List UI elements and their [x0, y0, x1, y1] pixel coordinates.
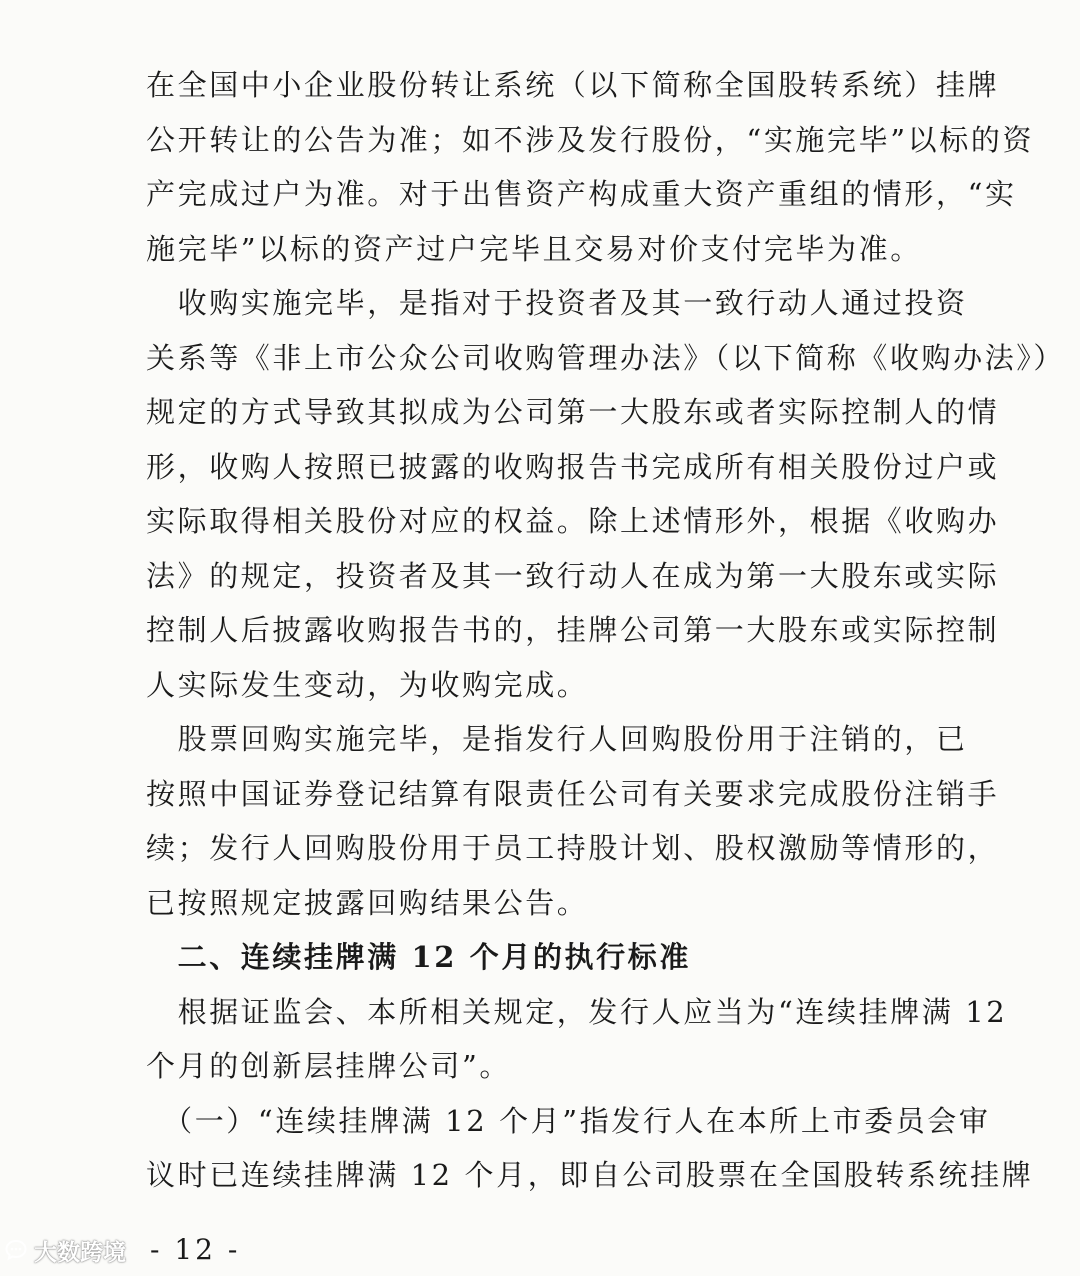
- watermark-text: 大数跨境: [34, 1239, 126, 1266]
- text-line: 股票回购实施完毕，是指发行人回购股份用于注销的，已: [146, 722, 968, 756]
- text-line: 在全国中小企业股份转让系统（以下简称全国股转系统）挂牌: [146, 68, 1000, 102]
- document-body: [146, 58, 1066, 1203]
- text-line: 个月的创新层挂牌公司”。: [146, 1049, 512, 1083]
- text-line: 控制人后披露收购报告书的，挂牌公司第一大股东或实际控制: [146, 613, 1000, 647]
- text-line: 续；发行人回购股份用于员工持股计划、股权激励等情形的，: [146, 831, 1000, 865]
- text-line: 法》的规定，投资者及其一致行动人在成为第一大股东或实际: [146, 558, 1000, 593]
- text-line: 人实际发生变动，为收购完成。: [146, 667, 589, 702]
- text-line: 产完成过户为准。对于出售资产构成重大资产重组的情形，“实: [146, 177, 1017, 211]
- section-heading: 二、连续挂牌满 12 个月的执行标准: [146, 940, 691, 974]
- page-number: - 12 -: [150, 1233, 241, 1266]
- text-line: （一）“连续挂牌满 12 个月”指发行人在本所上市委员会审: [146, 1103, 991, 1138]
- text-line: 施完毕”以标的资产过户完毕且交易对价支付完毕为准。: [146, 231, 922, 266]
- text-line: 实际取得相关股份对应的权益。除上述情形外，根据《收购办: [146, 504, 1000, 538]
- text-line: 议时已连续挂牌满 12 个月，即自公司股票在全国股转系统挂牌: [146, 1158, 1034, 1192]
- text-line: 公开转让的公告为准；如不涉及发行股份，“实施完毕”以标的资: [146, 122, 1035, 157]
- text-line: 规定的方式导致其拟成为公司第一大股东或者实际控制人的情: [146, 395, 1000, 429]
- page-footer: [0, 1232, 1080, 1268]
- text-line: 已按照规定披露回购结果公告。: [146, 885, 589, 920]
- chat-bubble-icon: [4, 1238, 28, 1262]
- text-line: 收购实施完毕，是指对于投资者及其一致行动人通过投资: [146, 286, 968, 320]
- watermark: [4, 1234, 126, 1266]
- text-line: 根据证监会、本所相关规定，发行人应当为“连续挂牌满 12: [146, 994, 1008, 1029]
- text-line: 形，收购人按照已披露的收购报告书完成所有相关股份过户或: [146, 449, 1000, 484]
- text-line: 关系等《非上市公众公司收购管理办法》（以下简称《收购办法》）: [146, 340, 1066, 375]
- text-line: 按照中国证券登记结算有限责任公司有关要求完成股份注销手: [146, 776, 1000, 811]
